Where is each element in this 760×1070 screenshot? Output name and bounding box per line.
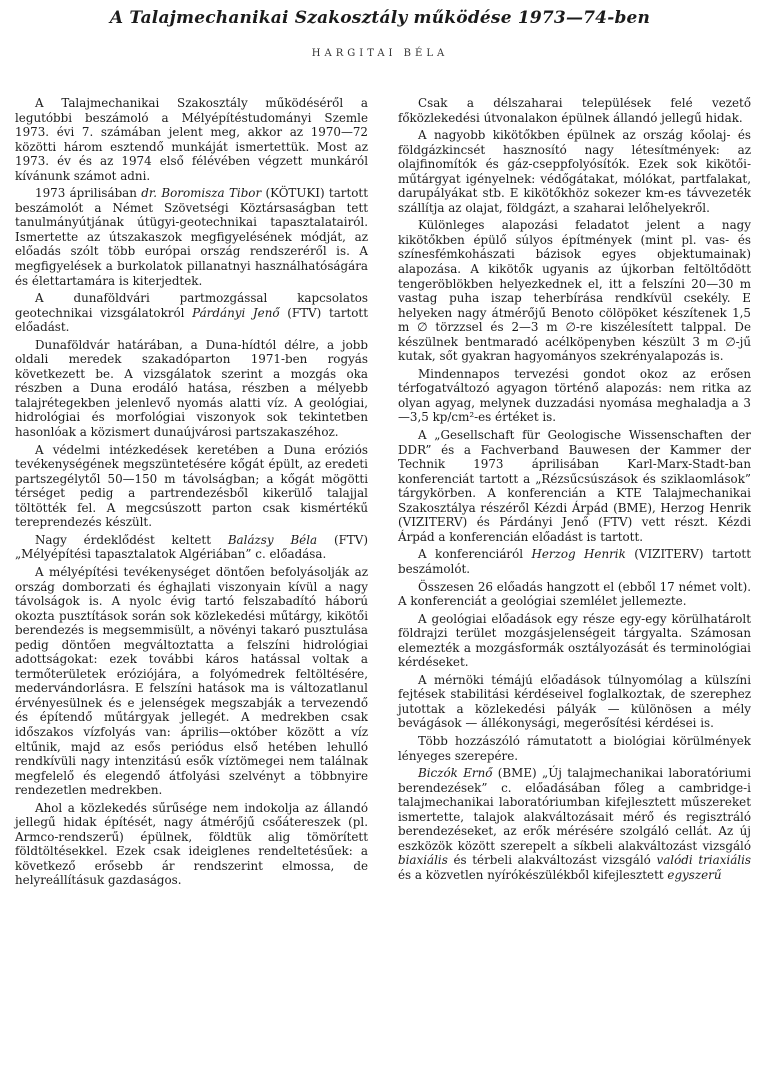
paragraph — [398, 547, 751, 576]
text-run: A dunaföldvári partmozgással kapcsolatos geotechnikai vizsgálatokról — [15, 291, 368, 320]
text-run: A Talajmechanikai Szakosztály működéséről a legutóbbi beszámoló a Mélyépítéstudományi Szemle 1973. évi 7. számában jelent meg, akkor az 1970—72 közötti három esztendő munkáját ismertettük. Most az 1973. év és az 1974 első félévében végzett munkáról kívánunk számot adni. — [15, 96, 368, 183]
paragraph — [398, 128, 751, 215]
paragraph — [15, 186, 368, 288]
paragraph — [15, 565, 368, 798]
article-author: HARGITAI BÉLA — [311, 48, 449, 59]
text-run: Összesen 26 előadás hangzott el (ebből 17 német volt). A konferenciát a geológiai szemlélet jellemezte. — [398, 579, 751, 609]
text-run: (KÖTUKI) tartott beszámolót a Német Szövetségi Köztársaságban tett tanulmányútjának útügyi-geotechnikai tapasztalatairól. Ismertette az útszakaszok megfigyelésének módját, az előadás szólt több európai ország rendszeréről is. A megfigyelések a burkolatok pillanatnyi használhatóságára és élettartamára is kiterjedtek. — [15, 186, 368, 288]
text-run: Nagy érdeklődést keltett — [35, 532, 228, 547]
paragraph — [15, 443, 368, 530]
text-run: A mérnöki témájú előadások túlnyomólag a külszíni fejtések stabilitási kérdéseivel foglalkoztak, de szerephez jutottak a közlekedési pályák — különösen a mély bevágások — állékonysági, megerősítési kérdései is. — [398, 672, 751, 731]
paragraph — [398, 673, 751, 731]
paragraph — [15, 533, 368, 562]
text-run: Különleges alapozási feladatot jelent a nagy kikötőkben épülő súlyos építmények (mint pl. vas- és színesfémkohászati bázisok egyes objektumainak) alapozása. A kikötők ugyanis az újkorban feltöltődött tengeröblökben helyezkednek el, itt a felszíni 20—30 m vastag puha iszap teherbírása rendkívül csekély. E helyeken nagy átmérőjű Benoto cölöpöket készítenek 1,5 m ∅ törzzsel és 2—3 m ∅-re kiszélesített talppal. De készülnek bentmaradó acélköpenyben készült 3 m ∅-jű kutak, sőt gyakran hagyományos szekrényalapozás is. — [398, 218, 751, 364]
text-run: 1973 áprilisában — [35, 186, 142, 201]
emphasized-text: Biczók Ernő — [418, 766, 493, 781]
paragraph — [398, 766, 751, 882]
text-run: (BME) „Új talajmechanikai laboratóriumi berendezések” c. előadásában főleg a cambridge-i talajmechanikai laboratóriumban kifejlesztett műszereket ismertette, talajok alakváltozásait mérő és regisztráló berendezéseket, az erők mérésére szolgáló cellát. Az új eszközök között szerepelt a síkbeli alakváltozást vizsgáló — [398, 766, 751, 853]
text-run: és a közvetlen nyírókészülékből kifejlesztett — [398, 867, 668, 882]
emphasized-text: egyszerű — [667, 867, 722, 882]
paragraph — [398, 367, 751, 425]
article-title: A Talajmechanikai Szakosztály működése 1973—74-ben — [109, 8, 651, 28]
paragraph — [398, 580, 751, 609]
text-run: és térbeli alakváltozást vizsgáló — [447, 853, 657, 868]
text-run: Több hozzászóló rámutatott a biológiai körülmények lényeges szerepére. — [398, 733, 751, 763]
text-run: A „Gesellschaft für Geologische Wissenschaften der DDR” és a Fachverband Bauwesen der Kammer der Technik 1973 áprilisában Karl-Marx-Stadt-ban konferenciát tartott a „Rézsűcsúszások és sziklaomlások” tárgykörben. A konferencián a KTE Talajmechanikai Szakosztálya részéről Kézdi Árpád (BME), Herzog Henrik (VIZITERV) és Párdányi Jenő (FTV) vett részt. Kézdi Árpád a konferencián előadást is tartott. — [398, 428, 751, 544]
text-run: Csak a délszaharai települések felé vezető főközlekedési útvonalakon épülnek állandó jellegű hidak. — [398, 96, 751, 125]
emphasized-text: valódi triaxiális — [656, 853, 751, 868]
text-run: A nagyobb kikötőkben épülnek az ország kőolaj- és földgázkincsét hasznosító nagy létesítmények: az olajfinomítók és gáz-cseppfolyósítók. Ezek sok kikötői-műtárgyat igényelnek: védőgátakat, mólókat, partfalakat, darupályákat stb. E kikötőkhöz sokezer km-es távvezeték szállítja az olajat, földgázt, a szaharai lelőhelyekről. — [398, 128, 751, 215]
text-run: Ahol a közlekedés sűrűsége nem indokolja az állandó jellegű hidak építését, nagy átmérőjű csőátereszek (pl. Armco-rendszerű) épülnek, földtük alig tömörített földtöltésekkel. Ezek csak ideiglenes rendeltetésűek: a következő erősebb ár rendszerint elmossa, de helyreállításuk gazdaságos. — [15, 800, 368, 888]
text-run: A mélyépítési tevékenységet döntően befolyásolják az ország domborzati és éghajlati viszonyain kívül a nagy távolságok is. A nyolc évig tartó felszabadító háború okozta pusztítások során sok közlekedési műtárgy, kikötői berendezés is megsemmisült, a növényi takaró pusztulása pedig döntően megváltoztatta a felszíni hidrológiai adottságokat: ezek további káros hatással voltak a termőterületek eróziójára, a folyómedrek feltöltésére, medervándorlásra. E felszíni hatások ma is változatlanul érvényesülnek és e jelenségek megszabják a tervezendő és építendő műtárgyak jellegét. A medrekben csak időszakos vízfolyás van: április—október között a víz eltűnik, majd az esős periódus első hetében lehulló rendkívüli nagy intenzitású esők víztömegei nem találnak megfelelő és elegendő átfolyási szelvényt a többnyire rendezetlen medrekben. — [15, 564, 368, 798]
paragraph — [15, 96, 368, 183]
text-run: (FTV) „Mélyépítési tapasztalatok Algériában” c. előadása. — [15, 532, 369, 562]
paragraph — [15, 338, 368, 440]
paragraph — [398, 428, 751, 544]
text-run: A védelmi intézkedések keretében a Duna eróziós tevékenységének megszüntetésére kőgát épült, az eredeti partszegélytől 50—150 m távolságban; a kőgát mögötti térséget pedig a partrendezésből kikerülő talajjal töltötték fel. A megcsúszott parton csak kismértékű tereprendezés készült. — [15, 442, 368, 530]
paragraph — [15, 291, 368, 335]
paragraph — [398, 96, 751, 125]
paragraph — [398, 612, 751, 670]
emphasized-text: Herzog Henrik — [531, 547, 626, 562]
emphasized-text: dr. Boromisza Tibor — [141, 186, 262, 201]
right-column — [398, 96, 751, 885]
emphasized-text: biaxiális — [398, 853, 448, 868]
text-run: A geológiai előadások egy része egy-egy körülhatárolt földrajzi terület mozgásjelenségeit tárgyalta. Számosan elemezték a mozgásformák osztályozását és terminológiai kérdéseket. — [398, 611, 751, 670]
text-run: (FTV) tartott előadást. — [15, 305, 368, 335]
emphasized-text: Balázsy Béla — [227, 532, 318, 547]
emphasized-text: Párdányi Jenő — [192, 305, 280, 320]
left-column — [15, 96, 368, 891]
text-run: (VIZITERV) tartott beszámolót. — [398, 547, 751, 576]
text-run: A konferenciáról — [418, 547, 532, 562]
text-run: Dunaföldvár határában, a Duna-hídtól délre, a jobb oldali meredek szakadóparton 1971-ben rogyás következett be. A vizsgálatok szerint a mozgás oka részben a Duna erodáló hatása, részben a mélyebb talajrétegekben jelenlevő nyomás alatti víz. A geológiai, hidrológiai és morfológiai viszonyok sok tekintetben hasonlóak a közismert dunaújvárosi partszakaszéhoz. — [15, 337, 368, 440]
paragraph — [398, 218, 751, 363]
paragraph — [398, 734, 751, 763]
paragraph — [15, 801, 368, 888]
text-run: Mindennapos tervezési gondot okoz az erősen térfogatváltozó agyagon történő alapozás: nem ritka az olyan agyag, melynek duzzadási nyomása meghaladja a 3—3,5 kp/cm²-es értéket is. — [398, 366, 751, 425]
